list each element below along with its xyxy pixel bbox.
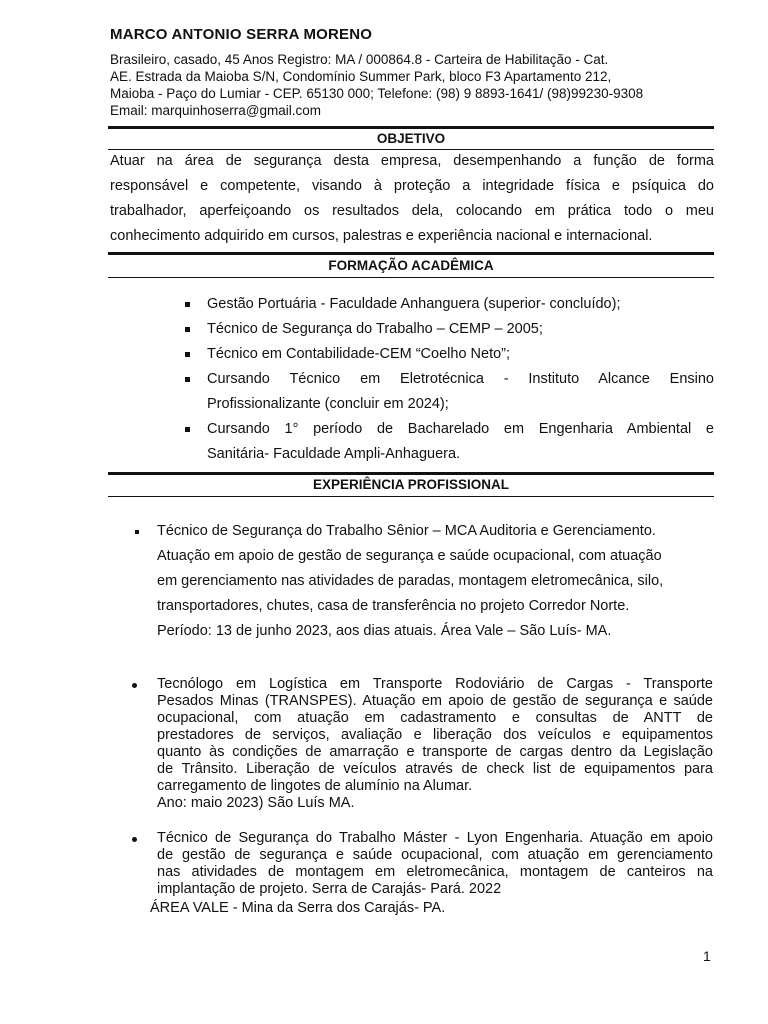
bullet-icon (185, 427, 190, 432)
section-rule (108, 277, 714, 278)
job-line: ocupacional, com atuação em cadastramento e consultas de ANTT de (157, 710, 713, 726)
job-line: nas atividades de montagem em eletromecânica, montagem de canteiros na (157, 864, 713, 880)
bullet-icon (185, 302, 190, 307)
bullet-icon (132, 837, 137, 842)
page-number: 1 (703, 948, 711, 964)
objective-title: OBJETIVO (376, 131, 446, 146)
objective-line: Atuar na área de segurança desta empresa, desempenhando a função de forma (110, 153, 714, 169)
education-item: Gestão Portuária - Faculdade Anhanguera (superior- concluído); (207, 296, 621, 312)
email-line: Email: marquinhoserra@gmail.com (110, 103, 322, 118)
job-line: Técnico de Segurança do Trabalho Sênior – MCA Auditoria e Gerenciamento. (157, 523, 656, 539)
bullet-icon (185, 327, 190, 332)
education-title: FORMAÇÃO ACADÊMICA (328, 258, 494, 273)
job-line: quanto às condições de amarração e transporte de cargas dentro da Legislação (157, 744, 713, 760)
header-line: AE. Estrada da Maioba S/N, Condomínio Summer Park, bloco F3 Apartamento 212, (110, 69, 612, 84)
job-line: implantação de projeto. Serra de Carajás- Pará. 2022 (157, 881, 502, 897)
job-line: carregamento de lingotes de alumínio na Alumar. (157, 778, 473, 794)
job-line: de Trânsito. Liberação de veículos através de check list de equipamentos para (157, 761, 713, 777)
objective-line: conhecimento adquirido em cursos, palestras e experiência nacional e internacional. (110, 228, 653, 244)
job-line: Pesados Minas (TRANSPES). Atuação em apoio de gestão de segurança e saúde (157, 693, 713, 709)
bullet-icon (185, 352, 190, 357)
section-rule (108, 149, 714, 150)
header-line: Maioba - Paço do Lumiar - CEP. 65130 000; Telefone: (98) 9 8893-1641/ (98)99230-9308 (110, 86, 644, 101)
education-item-cont: Sanitária- Faculdade Ampli-Anhaguera. (207, 446, 461, 462)
education-item: Cursando Técnico em Eletrotécnica - Instituto Alcance Ensino (207, 371, 714, 387)
education-item: Técnico em Contabilidade-CEM “Coelho Neto”; (207, 346, 511, 362)
bullet-icon (132, 683, 137, 688)
job-line: Técnico de Segurança do Trabalho Máster - Lyon Engenharia. Atuação em apoio (157, 830, 713, 846)
experience-title: EXPERIÊNCIA PROFISSIONAL (312, 477, 510, 492)
job-line: Atuação em apoio de gestão de segurança e saúde ocupacional, com atuação (157, 548, 662, 564)
section-rule (108, 496, 714, 497)
education-item: Técnico de Segurança do Trabalho – CEMP – 2005; (207, 321, 543, 337)
job-line: prestadores de serviços, avaliação e liberação dos veículos e equipamentos (157, 727, 713, 743)
bullet-icon (185, 377, 190, 382)
job-line: Ano: maio 2023) São Luís MA. (157, 795, 355, 811)
job-line: de gestão de segurança e saúde ocupacional, com atuação em gerenciamento (157, 847, 713, 863)
objective-line: responsável e competente, visando à proteção a integridade física e psíquica do (110, 178, 714, 194)
section-rule (108, 252, 714, 255)
education-item: Cursando 1° período de Bacharelado em Engenharia Ambiental e (207, 421, 714, 437)
objective-line: trabalhador, aperfeiçoando os resultados dela, colocando em prática todo o meu (110, 203, 714, 219)
candidate-name: MARCO ANTONIO SERRA MORENO (110, 26, 373, 43)
education-item-cont: Profissionalizante (concluir em 2024); (207, 396, 449, 412)
section-rule (108, 472, 714, 475)
job-line: em gerenciamento nas atividades de paradas, montagem eletromecânica, silo, (157, 573, 664, 589)
header-line: Brasileiro, casado, 45 Anos Registro: MA / 000864.8 - Carteira de Habilitação - Cat. (110, 52, 609, 67)
section-rule (108, 126, 714, 129)
job-line: transportadores, chutes, casa de transferência no projeto Corredor Norte. (157, 598, 630, 614)
job-line: Período: 13 de junho 2023, aos dias atuais. Área Vale – São Luís- MA. (157, 623, 612, 639)
bullet-icon (135, 530, 139, 534)
job-location: ÁREA VALE - Mina da Serra dos Carajás- PA. (150, 900, 446, 916)
job-line: Tecnólogo em Logística em Transporte Rodoviário de Cargas - Transporte (157, 676, 713, 692)
